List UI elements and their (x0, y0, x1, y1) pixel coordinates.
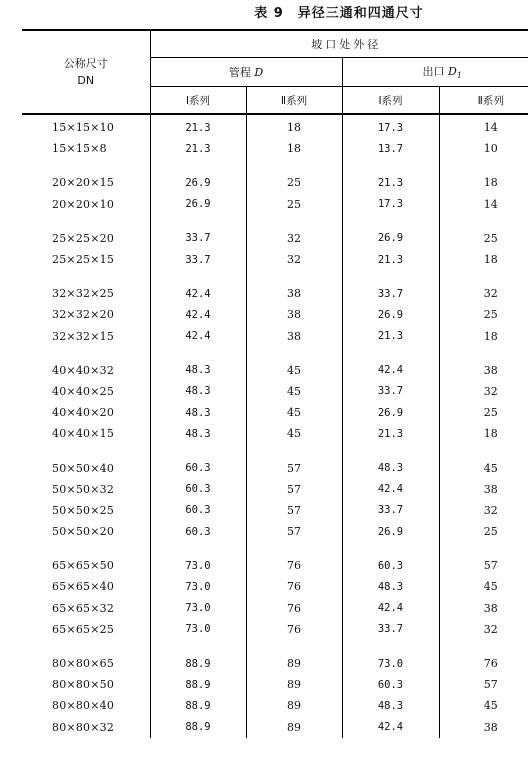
nominal-size-cell: 80×80×32 (22, 717, 150, 738)
table-row (22, 360, 528, 381)
group-spacer (22, 444, 528, 457)
pipe-series-2-cell: 57 (246, 479, 342, 500)
outlet-series-1-cell: 26.9 (342, 521, 439, 542)
pipe-series-1-cell: 48.3 (150, 381, 246, 402)
pipe-series-2-cell: 18 (246, 114, 342, 138)
pipe-series-2-cell: 76 (246, 598, 342, 619)
dimension-table (22, 29, 528, 738)
pipe-series-2-cell: 76 (246, 555, 342, 576)
outlet-series-1-cell: 26.9 (342, 304, 439, 325)
nominal-size-cell: 40×40×32 (22, 360, 150, 381)
nominal-size-cell: 65×65×25 (22, 619, 150, 640)
pipe-header (150, 58, 342, 87)
pipe-series-2-cell: 89 (246, 653, 342, 674)
outlet-series-1-cell: 26.9 (342, 402, 439, 423)
spacer-cell (439, 159, 528, 172)
table-row (22, 500, 528, 521)
spacer-cell (246, 215, 342, 228)
table-row (22, 598, 528, 619)
table-row (22, 457, 528, 478)
outlet-series-2-cell: 25 (483, 308, 498, 322)
nominal-size-label: 公称尺寸 (63, 57, 108, 70)
outlet-series-1-cell: 21.3 (342, 172, 439, 193)
nominal-size-cell: 65×65×50 (22, 555, 150, 576)
outlet-series-1-cell: 33.7 (342, 619, 439, 640)
spacer-cell (246, 640, 342, 653)
nominal-size-cell: 50×50×25 (22, 500, 150, 521)
outlet-header (342, 58, 528, 87)
outlet-series-1-cell: 42.4 (342, 598, 439, 619)
outlet-series-2-cell: 38 (483, 720, 498, 734)
pipe-series-1-cell: 42.4 (150, 304, 246, 325)
nominal-size-cell: 40×40×20 (22, 402, 150, 423)
table-header (22, 30, 528, 114)
spacer-cell (150, 444, 246, 457)
spacer-cell (22, 215, 150, 228)
nominal-size-cell: 50×50×20 (22, 521, 150, 542)
outlet-series-2-cell: 18 (483, 427, 498, 441)
outlet-series-1-cell: 33.7 (342, 381, 439, 402)
outlet-series-1-cell: 33.7 (342, 500, 439, 521)
outlet-series-2-cell: 45 (483, 461, 498, 475)
table-row (22, 304, 528, 325)
spacer-cell (22, 159, 150, 172)
table-number: 表 9 (254, 6, 284, 21)
outlet-series-2-cell: 14 (483, 121, 498, 135)
spacer-cell (150, 640, 246, 653)
pipe-series-1-cell: 48.3 (150, 423, 246, 444)
group-spacer (22, 270, 528, 283)
pipe-series-1-cell: 73.0 (150, 555, 246, 576)
nominal-size-cell: 80×80×65 (22, 653, 150, 674)
pipe-series-2-cell: 57 (246, 500, 342, 521)
outlet-series-1-cell: 21.3 (342, 423, 439, 444)
nominal-size-cell: 50×50×32 (22, 479, 150, 500)
dn-label: DN (77, 74, 95, 87)
pipe-series-2-cell: 38 (246, 326, 342, 347)
pipe-series-1-cell: 26.9 (150, 172, 246, 193)
outlet-series-1-cell: 42.4 (342, 360, 439, 381)
pipe-series-2-cell: 38 (246, 304, 342, 325)
pipe-series-1-cell: 42.4 (150, 283, 246, 304)
spacer-cell (150, 215, 246, 228)
table-row (22, 138, 528, 159)
outlet-series-2-cell: 10 (483, 142, 498, 156)
spacer-cell (22, 270, 150, 283)
spacer-cell (439, 542, 528, 555)
pipe-series-1-cell: 73.0 (150, 619, 246, 640)
spacer-cell (246, 159, 342, 172)
pipe-series-1-cell: 60.3 (150, 457, 246, 478)
table-row (22, 172, 528, 193)
outlet-series-1-cell: 60.3 (342, 674, 439, 695)
table-row (22, 114, 528, 138)
spacer-cell (342, 640, 439, 653)
outlet-series-2-cell: 18 (483, 329, 498, 343)
pipe-series-1-cell: 33.7 (150, 228, 246, 249)
outlet-series-1-header: Ⅰ系列 (342, 87, 439, 115)
nominal-size-header (22, 30, 150, 114)
nominal-size-cell: 40×40×25 (22, 381, 150, 402)
pipe-series-2-cell: 57 (246, 457, 342, 478)
table-row (22, 653, 528, 674)
nominal-size-cell: 32×32×25 (22, 283, 150, 304)
spacer-cell (22, 444, 150, 457)
pipe-series-1-cell: 88.9 (150, 717, 246, 738)
group-spacer (22, 542, 528, 555)
pipe-series-2-cell: 89 (246, 674, 342, 695)
spacer-cell (22, 347, 150, 360)
spacer-cell (342, 215, 439, 228)
table-row (22, 674, 528, 695)
group-spacer (22, 159, 528, 172)
pipe-series-2-cell: 45 (246, 423, 342, 444)
outlet-series-1-cell: 73.0 (342, 653, 439, 674)
outlet-series-2-cell: 32 (483, 384, 498, 398)
spacer-cell (342, 444, 439, 457)
outlet-series-1-cell: 33.7 (342, 283, 439, 304)
table-row (22, 619, 528, 640)
pipe-series-1-cell: 88.9 (150, 695, 246, 716)
pipe-series-2-cell: 32 (246, 249, 342, 270)
spacer-cell (439, 444, 528, 457)
nominal-size-cell: 40×40×15 (22, 423, 150, 444)
pipe-series-1-cell: 60.3 (150, 500, 246, 521)
pipe-series-2-cell: 38 (246, 283, 342, 304)
outlet-series-2-cell: 18 (483, 253, 498, 267)
pipe-series-1-cell: 48.3 (150, 360, 246, 381)
outlet-series-1-cell: 13.7 (342, 138, 439, 159)
spacer-cell (246, 542, 342, 555)
table-title (0, 4, 528, 24)
pipe-series-1-cell: 88.9 (150, 653, 246, 674)
pipe-series-2-header: Ⅱ系列 (246, 87, 342, 115)
spacer-cell (246, 347, 342, 360)
outlet-series-1-cell: 42.4 (342, 479, 439, 500)
spacer-cell (246, 444, 342, 457)
outlet-series-2-cell: 45 (483, 699, 498, 713)
outlet-series-1-cell: 48.3 (342, 457, 439, 478)
table-row (22, 576, 528, 597)
spacer-cell (342, 270, 439, 283)
table-row (22, 479, 528, 500)
outlet-series-2-header: Ⅱ系列 (439, 87, 528, 115)
nominal-size-cell: 65×65×40 (22, 576, 150, 597)
pipe-series-1-cell: 26.9 (150, 194, 246, 215)
pipe-series-2-cell: 18 (246, 138, 342, 159)
group-spacer (22, 215, 528, 228)
table-row (22, 717, 528, 738)
dimension-table-container (22, 29, 528, 738)
table-caption: 异径三通和四通尺寸 (297, 6, 424, 21)
spacer-cell (439, 640, 528, 653)
pipe-series-1-cell: 33.7 (150, 249, 246, 270)
nominal-size-cell: 20×20×15 (22, 172, 150, 193)
pipe-series-2-cell: 89 (246, 717, 342, 738)
table-row (22, 521, 528, 542)
spacer-cell (150, 159, 246, 172)
pipe-series-2-cell: 25 (246, 172, 342, 193)
pipe-series-1-cell: 21.3 (150, 138, 246, 159)
table-row (22, 423, 528, 444)
outlet-series-1-cell: 60.3 (342, 555, 439, 576)
group-spacer (22, 640, 528, 653)
spacer-cell (439, 347, 528, 360)
nominal-size-cell: 20×20×10 (22, 194, 150, 215)
pipe-series-1-cell: 21.3 (150, 114, 246, 138)
outlet-series-2-cell: 38 (483, 363, 498, 377)
table-row (22, 228, 528, 249)
nominal-size-cell: 80×80×40 (22, 695, 150, 716)
outlet-label: 出口 (422, 65, 445, 79)
spacer-cell (439, 270, 528, 283)
pipe-series-2-cell: 32 (246, 228, 342, 249)
outlet-series-1-cell: 17.3 (342, 114, 439, 138)
table-row (22, 695, 528, 716)
pipe-series-1-cell: 73.0 (150, 576, 246, 597)
pipe-series-1-cell: 60.3 (150, 521, 246, 542)
outlet-series-1-cell: 21.3 (342, 249, 439, 270)
outlet-series-2-cell: 76 (483, 657, 498, 671)
outlet-series-2-cell: 25 (483, 231, 498, 245)
outlet-series-2-cell: 38 (483, 482, 498, 496)
nominal-size-cell: 25×25×20 (22, 228, 150, 249)
pipe-series-1-cell: 48.3 (150, 402, 246, 423)
outlet-series-2-cell: 57 (483, 678, 498, 692)
spacer-cell (342, 159, 439, 172)
outlet-series-1-cell: 48.3 (342, 695, 439, 716)
nominal-size-cell: 25×25×15 (22, 249, 150, 270)
outlet-var: $D_1$ (448, 65, 462, 81)
pipe-series-2-cell: 25 (246, 194, 342, 215)
table-row (22, 381, 528, 402)
pipe-series-1-cell: 88.9 (150, 674, 246, 695)
outlet-series-2-cell: 32 (483, 287, 498, 301)
table-row (22, 326, 528, 347)
outlet-series-2-cell: 45 (483, 580, 498, 594)
spacer-cell (342, 542, 439, 555)
nominal-size-cell: 50×50×40 (22, 457, 150, 478)
outlet-series-2-cell: 14 (483, 197, 498, 211)
group-spacer (22, 347, 528, 360)
outlet-series-2-cell: 25 (483, 406, 498, 420)
pipe-series-1-cell: 42.4 (150, 326, 246, 347)
table-row (22, 402, 528, 423)
nominal-size-cell: 15×15×8 (22, 138, 150, 159)
nominal-size-cell: 80×80×50 (22, 674, 150, 695)
nominal-size-cell: 32×32×15 (22, 326, 150, 347)
pipe-series-2-cell: 89 (246, 695, 342, 716)
outlet-series-1-cell: 48.3 (342, 576, 439, 597)
spacer-cell (150, 542, 246, 555)
spacer-cell (246, 270, 342, 283)
pipe-series-2-cell: 76 (246, 576, 342, 597)
pipe-series-1-header: Ⅰ系列 (150, 87, 246, 115)
nominal-size-cell: 15×15×10 (22, 114, 150, 138)
nominal-size-cell: 32×32×20 (22, 304, 150, 325)
outlet-series-2-cell: 25 (483, 525, 498, 539)
table-row (22, 283, 528, 304)
pipe-series-1-cell: 73.0 (150, 598, 246, 619)
bevel-od-header: 坡口处外径 (150, 30, 528, 58)
outlet-series-2-cell: 32 (483, 503, 498, 517)
outlet-series-2-cell: 57 (483, 559, 498, 573)
pipe-var: D (254, 66, 264, 79)
outlet-series-2-cell: 38 (483, 601, 498, 615)
table-row (22, 555, 528, 576)
pipe-series-2-cell: 76 (246, 619, 342, 640)
pipe-series-2-cell: 57 (246, 521, 342, 542)
pipe-series-1-cell: 60.3 (150, 479, 246, 500)
table-row (22, 249, 528, 270)
outlet-series-1-cell: 21.3 (342, 326, 439, 347)
table-body (22, 114, 528, 738)
outlet-series-2-cell: 18 (483, 176, 498, 190)
outlet-series-1-cell: 17.3 (342, 194, 439, 215)
outlet-series-1-cell: 26.9 (342, 228, 439, 249)
pipe-label: 管程 (228, 66, 251, 79)
outlet-series-1-cell: 42.4 (342, 717, 439, 738)
outlet-series-2-cell: 32 (483, 622, 498, 636)
pipe-series-2-cell: 45 (246, 381, 342, 402)
pipe-series-2-cell: 45 (246, 360, 342, 381)
spacer-cell (22, 542, 150, 555)
spacer-cell (342, 347, 439, 360)
spacer-cell (150, 347, 246, 360)
spacer-cell (439, 215, 528, 228)
nominal-size-cell: 65×65×32 (22, 598, 150, 619)
pipe-series-2-cell: 45 (246, 402, 342, 423)
spacer-cell (22, 640, 150, 653)
spacer-cell (150, 270, 246, 283)
table-row (22, 194, 528, 215)
